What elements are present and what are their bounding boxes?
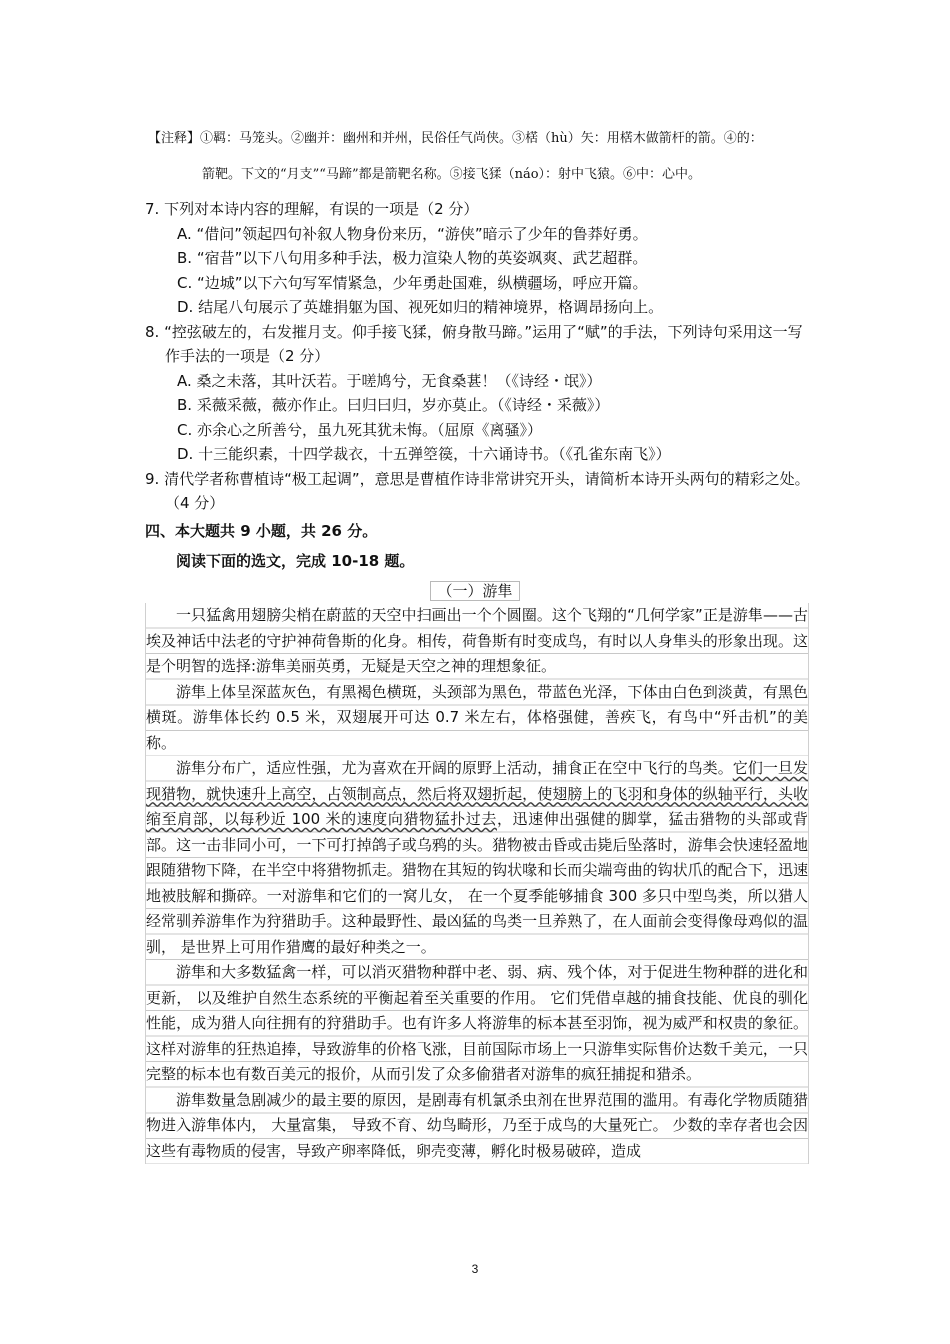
note-line-1: 【注释】①羁：马笼头。②幽并：幽州和并州，民俗任气尚侠。③楛（hù）矢：用楛木做箭杆的箭。④的： [148, 131, 763, 146]
note-line-2: 箭靶。下文的“月支”“马蹄”都是箭靶名称。⑤接飞猱（náo）：射中飞猿。⑥中：心中。 [202, 167, 702, 182]
article-paragraph-4: 游隼和大多数猛禽一样，可以消灭猎物种群中老、弱、病、残个体，对于促进生物种群的进化和更新， 以及维护自然生态系统的平衡起着至关重要的作用。 它们凭借卓越的捕食技能、优良的驯化性能，成为猎人向往拥有的狩猎助手。也有许多人将游隼的标本甚至羽饰，视为威严和权贵的象征。这样对游隼的狂热追捧，导致游隼的价格飞涨，目前国际市场上一只游隼实际售价达数千美元，一只完整的标本也有数百美元的报价，从而引发了众多偷猎者对游隼的疯狂捕捉和猎杀。 [145, 960, 809, 1088]
question-stem: 8. “控弦破左的，右发摧月支。仰手接飞猱，俯身散马蹄。”运用了“赋”的手法，下列诗句采用这一写作手法的一项是（2 分） [145, 322, 803, 365]
section-heading: 四、本大题共 9 小题，共 26 分。 [145, 521, 378, 540]
article-body [145, 603, 809, 1164]
question-8 [145, 320, 815, 467]
article-title [0, 580, 950, 601]
question-7 [145, 197, 815, 320]
question-list [145, 197, 815, 574]
option-a: A. “借问”领起四句补叙人物身份来历，“游侠”暗示了少年的鲁莽好勇。 [177, 224, 648, 243]
option-c: C. “边城”以下六句写军情紧急，少年勇赴国难，纵横疆场，呼应开篇。 [177, 273, 648, 292]
question-9 [145, 467, 815, 516]
page-number: 3 [471, 1262, 479, 1276]
reading-instruction: 阅读下面的选文，完成 10-18 题。 [176, 552, 415, 570]
annotation-note [148, 121, 818, 193]
question-stem: 7. 下列对本诗内容的理解，有误的一项是（2 分） [145, 200, 479, 218]
paragraph-3-end: ，迅速伸出强健的脚掌，猛击猎物的头部或背部。这一击非同小可，一下可打掉鸽子或乌鸦的头。猎物被击昏或击毙后坠落时，游隼会快速轻盈地跟随猎物下降，在半空中将猎物抓走。猎物在其短的钩状喙和长而尖端弯曲的钩状爪的配合下，迅速地被肢解和撕碎。一对游隼和它们的一窝儿女， 在一个夏季能够捕食 300 多只中型鸟类，所以猎人经常驯养游隼作为狩猎助手。这种最野性、最凶猛的鸟类一旦养熟了，在人面前会变得像母鸡似的温驯， 是世界上可用作猎鹰的最好种类之一。 [146, 810, 808, 956]
article-paragraph-3 [145, 756, 809, 960]
article-paragraph-5: 游隼数量急剧减少的最主要的原因，是剧毒有机氯杀虫剂在世界范围的滥用。有毒化学物质随猎物进入游隼体内， 大量富集， 导致不育、幼鸟畸形，乃至于成鸟的大量死亡。 少数的幸存者也会因这些有毒物质的侵害，导致产卵率降低，卵壳变薄，孵化时极易破碎，造成 [145, 1088, 809, 1165]
paragraph-3-start: 游隼分布广，适应性强，尤为喜欢在开阔的原野上活动，捕食正在空中飞行的鸟类。 [176, 759, 733, 777]
article-paragraph-1: 一只猛禽用翅膀尖梢在蔚蓝的天空中扫画出一个个圆圈。这个飞翔的“几何学家”正是游隼——古埃及神话中法老的守护神荷鲁斯的化身。相传，荷鲁斯有时变成鸟，有时以人身隼头的形象出现。这是个明智的选择:游隼美丽英勇，无疑是天空之神的理想象征。 [145, 603, 809, 680]
option-b: B. 采薇采薇，薇亦作止。曰归曰归，岁亦莫止。（《诗经・采薇》） [177, 396, 610, 414]
option-b: B. “宿昔”以下八句用多种手法，极力渲染人物的英姿飒爽、武艺超群。 [177, 249, 648, 267]
option-d: D. 结尾八句展示了英雄捐躯为国、视死如归的精神境界，格调昂扬向上。 [177, 298, 664, 316]
question-stem: 9. 清代学者称曹植诗“极工起调”，意思是曹植作诗非常讲究开头，请简析本诗开头两句的精彩之处。（4 分） [145, 469, 810, 512]
article-title-text: （一）游隼 [430, 581, 519, 601]
option-c: C. 亦余心之所善兮，虽九死其犹未悔。（屈原《离骚》） [177, 420, 543, 439]
option-a: A. 桑之未落，其叶沃若。于嗟鸠兮，无食桑葚！（《诗经・氓》） [177, 371, 602, 390]
underlined-sentence: 它们一旦发现猎物，就快速升上高空，占领制高点，然后将双翅折起，使翅膀上的飞羽和身体的纵轴平行，头收缩至肩部，以每秒近 100 米的速度向猎物猛扑过去 [146, 759, 808, 828]
option-d: D. 十三能织素，十四学裁衣，十五弹箜篌，十六诵诗书。（《孔雀东南飞》） [177, 445, 671, 463]
article-paragraph-2: 游隼上体呈深蓝灰色，有黑褐色横斑，头颈部为黑色，带蓝色光泽，下体由白色到淡黄，有黑色横斑。游隼体长约 0.5 米，双翅展开可达 0.7 米左右，体格强健，善疾飞，有鸟中“歼击机”的美称。 [145, 680, 809, 757]
